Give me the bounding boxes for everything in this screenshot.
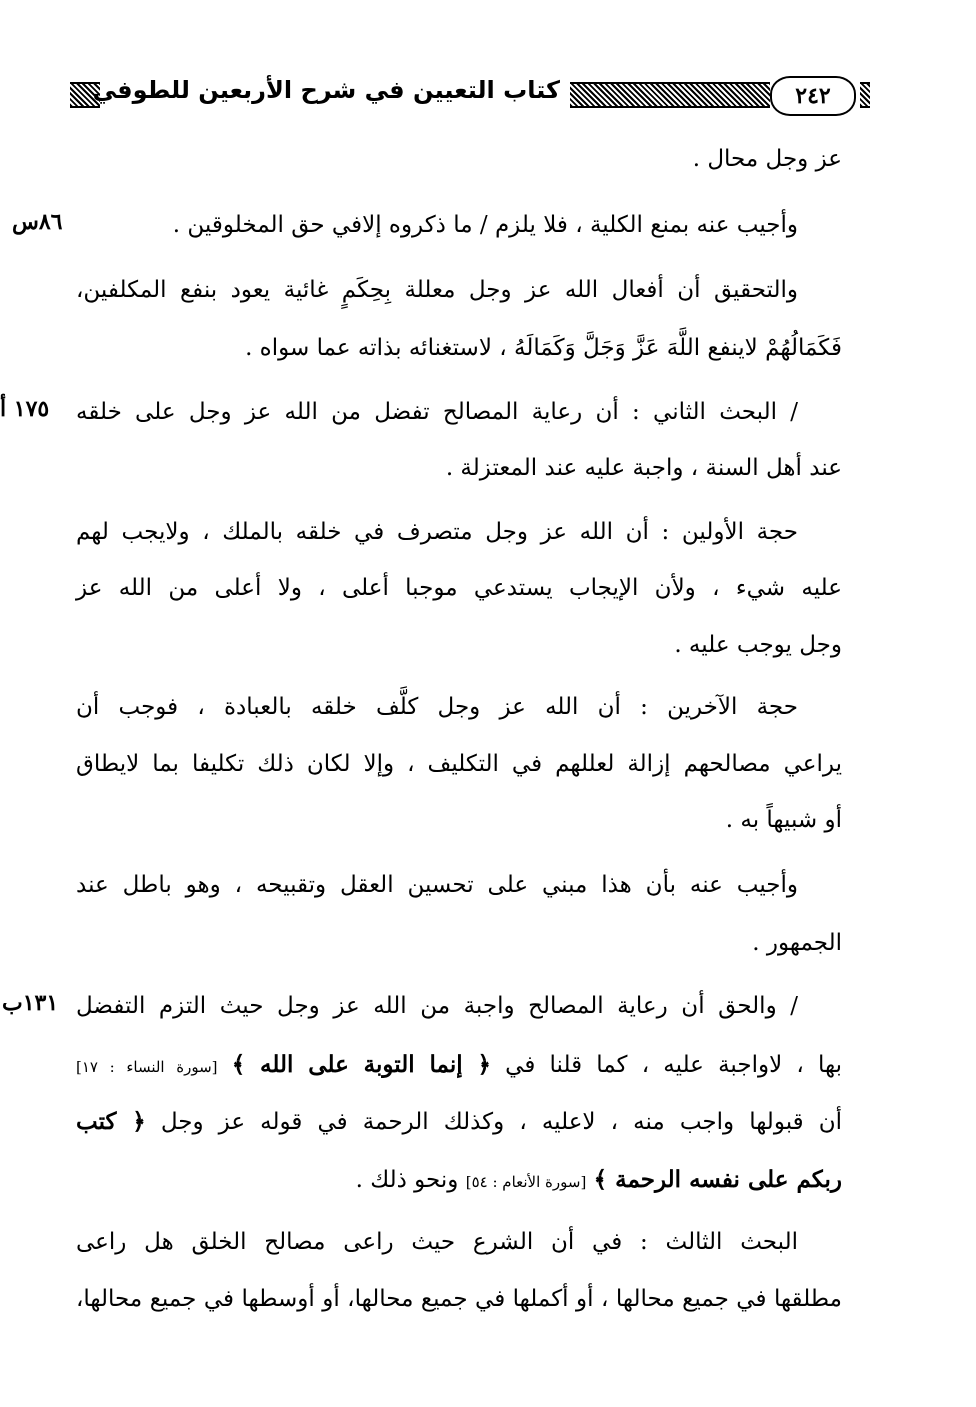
text-line: يراعي مصالحهم إزالة لعللهم في التكليف ، وإلا لكان ذلك تكليفا بما لايطاق — [76, 751, 842, 777]
text-line: وجل يوجب عليه . — [674, 632, 842, 658]
text-line: عند أهل السنة ، واجبة عليه عند المعتزلة . — [445, 455, 842, 481]
text-line: / البحث الثاني : أن رعاية المصالح تفضل من الله عز وجل على خلقه — [76, 399, 798, 425]
text-line: وأجيب عنه بمنع الكلية ، فلا يلزم / ما ذكروه إلافي حق المخلوقين . — [172, 212, 798, 238]
text-line: / والحق أن رعاية المصالح واجبة من الله عز وجل حيث التزم التفضل — [76, 993, 798, 1019]
text-line: فَكَمَالُهُمْ لاينفع اللَّهَ عَزَّ وَجَلَّ وَكَمَالَهُ ، لاستغنائه بذاته عما سواه . — [245, 335, 842, 361]
quran-verse: ﴿ إنما التوبة على الله ﴾ — [231, 1051, 491, 1078]
text-line: البحث الثالث : في أن الشرع حيث راعى مصالح الخلق هل راعى — [76, 1229, 798, 1255]
header-ornament-right — [860, 82, 870, 108]
text-line — [76, 1049, 842, 1083]
text-line: عليه شيء ، ولأن الإيجاب يستدعي موجبا أعلى ، ولا أعلى من الله عز — [76, 575, 842, 601]
text-line: حجة الأولين : أن الله عز وجل متصرف في خلقه بالملك ، ولايجب لهم — [76, 519, 798, 545]
page-number: ٢٤٢ — [770, 76, 856, 116]
quran-verse: ﴿ كتب — [76, 1108, 146, 1135]
text-line: والتحقيق أن أفعال الله عز وجل معللة بِحِكَمٍ غائية يعود بنفع المكلفين، — [76, 277, 798, 303]
text-segment: بها ، لاواجبة عليه ، كما قلنا في — [505, 1052, 842, 1078]
quran-verse: ربكم على نفسه الرحمة ﴾ — [593, 1166, 842, 1193]
header-ornament-middle — [570, 82, 770, 108]
text-line: مطلقها في جميع محالها ، أو أكملها في جميع محالها، أو أوسطها في جميع محالها، — [76, 1286, 842, 1312]
margin-note: ١٧٥ أ — [0, 396, 50, 422]
text-line — [76, 1164, 842, 1198]
book-title: كتاب التعيين في شرح الأربعين للطوفي — [92, 76, 560, 104]
text-line — [76, 1106, 842, 1138]
text-segment: ونحو ذلك . — [355, 1167, 459, 1193]
page-header — [70, 72, 852, 116]
text-line: عز وجل محال . — [692, 146, 842, 172]
text-segment: أن قبولها واجب منه ، لاعليه ، وكذلك الرحمة في قوله عز وجل — [160, 1109, 842, 1135]
text-line: حجة الآخرين : أن الله عز وجل كلَّف خلقه بالعبادة ، فوجب أن — [76, 694, 798, 720]
verse-reference: [سورة الأنعام : ٥٤] — [465, 1173, 587, 1191]
margin-note: ٨٦س — [12, 209, 63, 235]
verse-reference: [سورة النساء : ١٧] — [76, 1058, 218, 1076]
margin-note: ١٣١ب — [2, 990, 59, 1016]
text-line: وأجيب عنه بأن هذا مبني على تحسين العقل وتقبيحه ، وهو باطل عند — [76, 872, 798, 898]
text-line: أو شبيهاً به . — [725, 807, 842, 833]
text-line: الجمهور . — [752, 930, 842, 956]
